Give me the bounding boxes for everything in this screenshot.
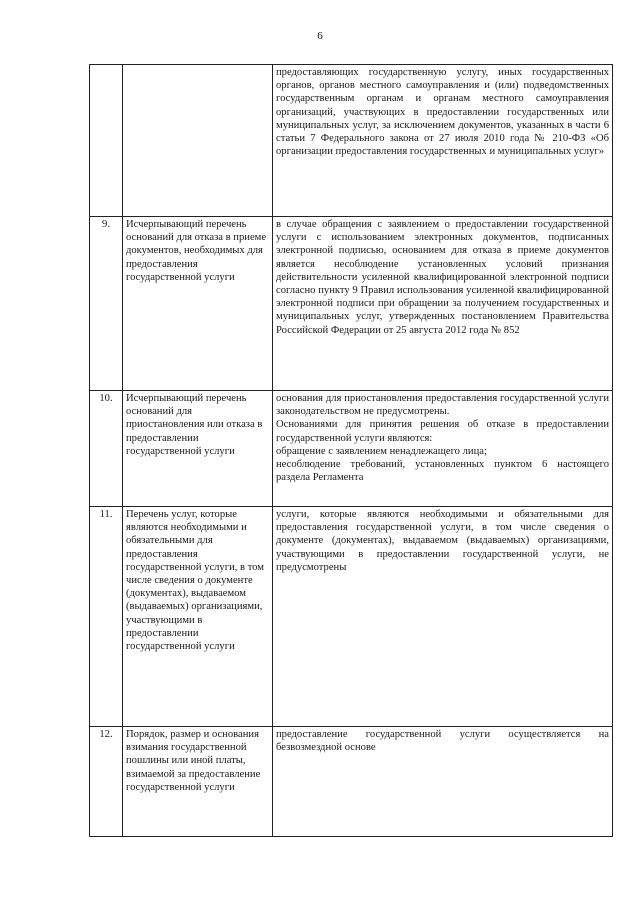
row-number <box>90 65 123 217</box>
content-paragraph: основания для приостановления предоставления государственной услуги законодательством не предусмотрены. <box>276 393 609 418</box>
row-title <box>123 65 273 217</box>
row-content <box>273 65 613 217</box>
content-paragraph: предоставляющих государственную услугу, иных государственных органов, органов местного самоуправления и (или) подведомственных государственным органам и органам местного самоуправления организаций, участвующих в предоставлении государственных или муниципальных услуг, за исключением документов, указанных в части 6 статьи 7 Федерального закона от 27 июля 2010 года № 210-ФЗ «Об организации предоставления государственных и муниципальных услуг» <box>276 67 609 158</box>
content-paragraph: в случае обращения с заявлением о предоставлении государственной услуги с использованием электронных документов, подписанных электронной подписью, основанием для отказа в приеме документов является несоблюдение установленных условий признания действительности усиленной квалифицированной электронной подписи согласно пункту 9 Правил использования усиленной квалифицированной электронной подписи при обращении за получением государственных и муниципальных услуг, утвержденных постановлением Правительства Российской Федерации от 25 августа 2012 года № 852 <box>276 219 609 336</box>
row-title: Перечень услуг, которые являются необходимыми и обязательными для предоставления государственной услуги, в том числе сведения о документе (документах), выдаваемом (выдаваемых) организациями, участвующими в предоставлении государственной услуги <box>123 507 273 727</box>
row-title: Исчерпывающий перечень оснований для приостановления или отказа в предоставлении государственной услуги <box>123 391 273 507</box>
page-number: 6 <box>317 30 323 42</box>
content-paragraph: Основаниями для принятия решения об отказе в предоставлении государственной услуги являются: <box>276 419 609 444</box>
table-row <box>90 727 613 837</box>
table-row <box>90 507 613 727</box>
row-number: 9. <box>90 217 123 391</box>
content-paragraph: предоставление государственной услуги осуществляется на безвозмездной основе <box>276 729 609 754</box>
row-content <box>273 507 613 727</box>
row-title: Порядок, размер и основания взимания государственной пошлины или иной платы, взимаемой за предоставление государственной услуги <box>123 727 273 837</box>
row-number: 11. <box>90 507 123 727</box>
row-content <box>273 391 613 507</box>
content-paragraph: обращение с заявлением ненадлежащего лица; <box>276 445 487 457</box>
row-content <box>273 727 613 837</box>
row-title: Исчерпывающий перечень оснований для отказа в приеме документов, необходимых для предоставления государственной услуги <box>123 217 273 391</box>
table-row <box>90 391 613 507</box>
content-paragraph: услуги, которые являются необходимыми и обязательными для предоставления государственной услуги, в том числе сведения о документе (документах), выдаваемом (выдаваемых) организациями, участвующими в предоставлении государственной услуги, не предусмотрены <box>276 509 609 573</box>
row-content <box>273 217 613 391</box>
row-number: 10. <box>90 391 123 507</box>
table-row <box>90 217 613 391</box>
regulation-table <box>89 64 613 837</box>
content-paragraph: несоблюдение требований, установленных пунктом 6 настоящего раздела Регламента <box>276 459 609 484</box>
table-row <box>90 65 613 217</box>
row-number: 12. <box>90 727 123 837</box>
